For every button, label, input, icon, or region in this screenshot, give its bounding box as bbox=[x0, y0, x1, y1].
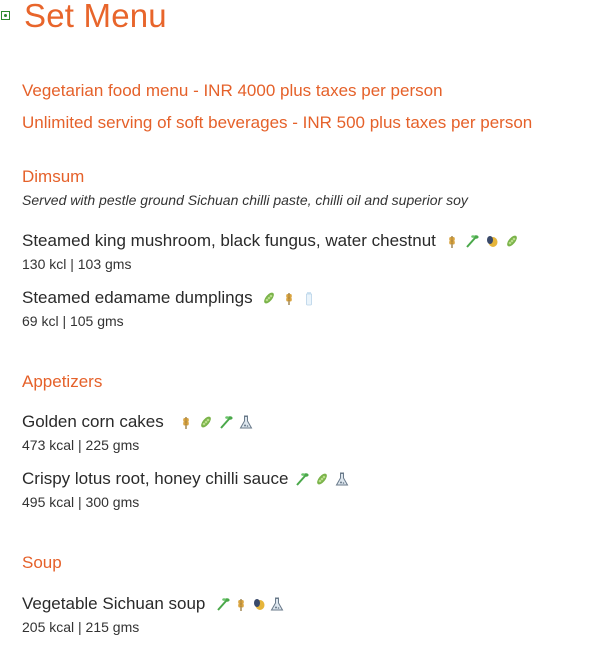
dish-nutrition: 473 kcal | 225 gms bbox=[22, 437, 140, 453]
section-title-dimsum: Dimsum bbox=[22, 167, 85, 186]
sulphite-icon bbox=[238, 414, 254, 430]
soy-icon bbox=[198, 414, 214, 430]
page-title: Set Menu bbox=[24, 0, 167, 34]
wheat-icon bbox=[233, 596, 249, 612]
dish-nutrition: 495 kcal | 300 gms bbox=[22, 494, 140, 510]
allergen-icons bbox=[261, 290, 317, 306]
soy-icon bbox=[314, 471, 330, 487]
celery-icon bbox=[218, 414, 234, 430]
sesame-icon bbox=[251, 596, 267, 612]
dish-item bbox=[22, 593, 592, 637]
wheat-icon bbox=[444, 233, 460, 249]
dish-name: Vegetable Sichuan soup bbox=[22, 594, 206, 613]
dish-item bbox=[22, 411, 592, 455]
dish-name: Steamed king mushroom, black fungus, water chestnut bbox=[22, 231, 436, 250]
section-title-appetizers: Appetizers bbox=[22, 372, 103, 391]
dish-nutrition: 130 kcl | 103 gms bbox=[22, 256, 132, 272]
celery-icon bbox=[464, 233, 480, 249]
sulphite-icon bbox=[334, 471, 350, 487]
allergen-icons bbox=[294, 471, 350, 487]
veg-indicator-icon bbox=[1, 11, 10, 20]
dish-nutrition: 205 kcal | 215 gms bbox=[22, 619, 140, 635]
pricing-line-food: Vegetarian food menu - INR 4000 plus taxes per person bbox=[22, 81, 443, 100]
dish-item bbox=[22, 468, 592, 512]
dish-name: Golden corn cakes bbox=[22, 412, 164, 431]
soy-icon bbox=[261, 290, 277, 306]
dish-name: Steamed edamame dumplings bbox=[22, 288, 253, 307]
soy-icon bbox=[504, 233, 520, 249]
section-note-dimsum: Served with pestle ground Sichuan chilli paste, chilli oil and superior soy bbox=[22, 192, 468, 208]
wheat-icon bbox=[178, 414, 194, 430]
dish-nutrition: 69 kcl | 105 gms bbox=[22, 313, 124, 329]
dish-name: Crispy lotus root, honey chilli sauce bbox=[22, 469, 289, 488]
celery-icon bbox=[215, 596, 231, 612]
milk-icon bbox=[301, 290, 317, 306]
dish-item bbox=[22, 287, 592, 331]
sesame-icon bbox=[484, 233, 500, 249]
dish-item bbox=[22, 230, 592, 274]
pricing-line-beverages: Unlimited serving of soft beverages - INR 500 plus taxes per person bbox=[22, 113, 533, 132]
wheat-icon bbox=[281, 290, 297, 306]
allergen-icons bbox=[215, 596, 285, 612]
sulphite-icon bbox=[269, 596, 285, 612]
section-title-soup: Soup bbox=[22, 553, 62, 572]
allergen-icons bbox=[178, 414, 254, 430]
allergen-icons bbox=[444, 233, 520, 249]
celery-icon bbox=[294, 471, 310, 487]
